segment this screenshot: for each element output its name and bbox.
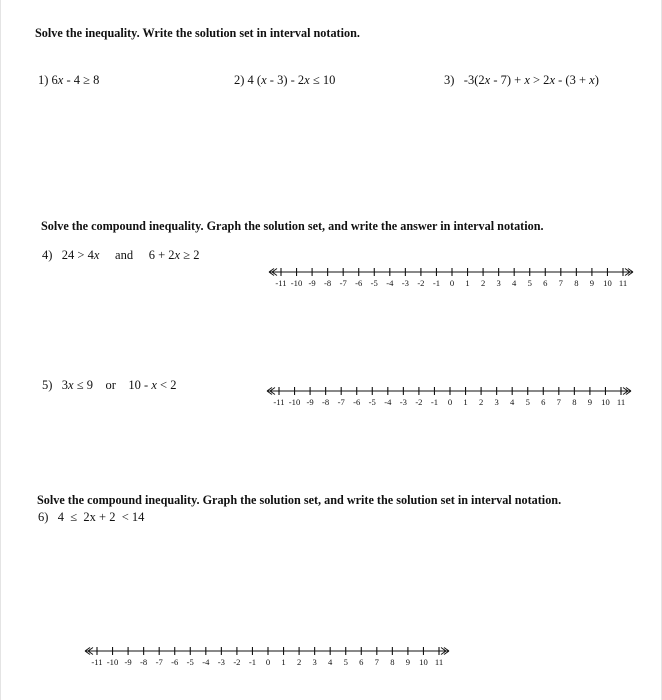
- tick-label: 1: [463, 397, 468, 407]
- tick-label: -10: [106, 657, 119, 667]
- tick-label: -7: [337, 397, 345, 407]
- tick-label: 3: [494, 397, 499, 407]
- section-2-heading: Solve the compound inequality. Graph the solution set, and write the answer in interval notation.: [41, 219, 544, 233]
- tick-label: -5: [186, 657, 194, 667]
- tick-label: -11: [91, 657, 103, 667]
- number-line-4[interactable]: [267, 264, 639, 294]
- section-3-heading: Solve the compound inequality. Graph the solution set, and write the solution set in interval notation.: [37, 493, 562, 507]
- tick-label: -9: [124, 657, 132, 667]
- tick-label: 1: [281, 657, 286, 667]
- expr-part: 6 + 2: [148, 248, 175, 262]
- expr-part: - 4 ≥ 8: [63, 73, 100, 87]
- problem-3: [444, 73, 599, 88]
- number-line-5[interactable]: [265, 383, 637, 413]
- tick-label: 6: [541, 397, 546, 407]
- expr-part: ≤ 10: [309, 73, 336, 87]
- problem-number: 3): [444, 73, 455, 87]
- expr-var: x: [524, 73, 530, 87]
- expr-var: x: [549, 73, 555, 87]
- tick-label: 11: [434, 657, 444, 667]
- tick-label: -5: [370, 278, 378, 288]
- expr-part: ≤ 9: [73, 378, 93, 392]
- problem-2: [234, 73, 335, 88]
- tick-label: 0: [449, 278, 455, 288]
- tick-label: -8: [140, 657, 148, 667]
- tick-label: -5: [368, 397, 376, 407]
- tick-label: 11: [616, 397, 626, 407]
- expr-part: 10 -: [128, 378, 152, 392]
- tick-label: 5: [527, 278, 532, 288]
- tick-label: 4: [512, 278, 517, 288]
- tick-label: 5: [525, 397, 530, 407]
- tick-label: -7: [155, 657, 163, 667]
- tick-label: 0: [447, 397, 453, 407]
- tick-label: 9: [405, 657, 411, 667]
- problem-4: [42, 248, 199, 263]
- number-line-6[interactable]: [83, 643, 455, 673]
- expr-var: x: [93, 248, 100, 262]
- expr-part: - 7) +: [490, 73, 525, 87]
- expr-var: x: [174, 248, 181, 262]
- tick-label: 8: [390, 657, 395, 667]
- tick-label: -3: [401, 278, 409, 288]
- tick-label: -4: [384, 397, 392, 407]
- expr-part: 6: [51, 73, 58, 87]
- expr-var: x: [261, 73, 267, 87]
- tick-label: -10: [288, 397, 301, 407]
- tick-label: -4: [202, 657, 210, 667]
- tick-label: -6: [171, 657, 179, 667]
- tick-label: -11: [273, 397, 285, 407]
- section-1-heading: Solve the inequality. Write the solution set in interval notation.: [35, 26, 360, 40]
- tick-label: 9: [589, 278, 595, 288]
- tick-label: 8: [574, 278, 579, 288]
- expr-var: x: [589, 73, 595, 87]
- conjunction: or: [105, 378, 116, 392]
- expr-part: -3(2: [463, 73, 485, 87]
- tick-label: -8: [324, 278, 332, 288]
- number-line-svg: [267, 264, 639, 294]
- tick-label: -10: [290, 278, 303, 288]
- expr-part: > 2: [529, 73, 550, 87]
- tick-label: 2: [296, 657, 302, 667]
- tick-label: 3: [312, 657, 317, 667]
- tick-label: 7: [558, 278, 563, 288]
- problem-number: 2): [234, 73, 245, 87]
- problem-1: [38, 73, 99, 88]
- tick-label: -1: [248, 657, 257, 667]
- tick-label: 9: [587, 397, 593, 407]
- expr-part: 24 > 4: [61, 248, 94, 262]
- tick-label: 0: [265, 657, 271, 667]
- tick-label: 6: [543, 278, 548, 288]
- expr-part: - (3 +: [555, 73, 590, 87]
- tick-label: -3: [217, 657, 225, 667]
- problem-6: [38, 510, 144, 525]
- number-line-svg: [83, 643, 455, 673]
- expr-part: ≥ 2: [180, 248, 200, 262]
- tick-label: -4: [386, 278, 394, 288]
- tick-label: 5: [343, 657, 348, 667]
- tick-label: -2: [233, 657, 241, 667]
- tick-label: 10: [603, 278, 612, 288]
- problem-number: 6): [38, 510, 49, 524]
- expr-var: x: [57, 73, 64, 87]
- tick-label: -9: [306, 397, 314, 407]
- tick-label: -6: [353, 397, 361, 407]
- expr-var: x: [304, 73, 310, 87]
- tick-label: -1: [430, 397, 439, 407]
- problem-number: 5): [42, 378, 53, 392]
- tick-label: 1: [465, 278, 470, 288]
- tick-label: -9: [308, 278, 316, 288]
- problem-5: [42, 378, 176, 393]
- problem-number: 4): [42, 248, 53, 262]
- tick-label: 7: [556, 397, 561, 407]
- expr-var: x: [151, 378, 157, 392]
- tick-label: 6: [359, 657, 364, 667]
- tick-label: -11: [275, 278, 287, 288]
- tick-label: -8: [322, 397, 330, 407]
- tick-label: 2: [480, 278, 486, 288]
- tick-label: 7: [374, 657, 379, 667]
- tick-label: 4: [328, 657, 333, 667]
- expr-part: 4 ≤ 2x + 2 < 14: [57, 510, 145, 524]
- expr-var: x: [68, 378, 74, 392]
- problem-number: 1): [38, 73, 49, 87]
- expr-part: ): [594, 73, 599, 87]
- expr-part: < 2: [156, 378, 177, 392]
- tick-label: 10: [419, 657, 428, 667]
- tick-label: -1: [432, 278, 441, 288]
- expr-part: - 3) - 2: [266, 73, 305, 87]
- tick-label: 3: [496, 278, 501, 288]
- tick-label: 2: [478, 397, 484, 407]
- tick-label: 8: [572, 397, 577, 407]
- tick-label: -2: [415, 397, 423, 407]
- expr-part: 3: [61, 378, 69, 392]
- tick-label: -7: [339, 278, 347, 288]
- tick-label: 11: [618, 278, 628, 288]
- tick-label: -6: [355, 278, 363, 288]
- expr-var: x: [484, 73, 491, 87]
- conjunction: and: [115, 248, 134, 262]
- tick-label: 4: [510, 397, 515, 407]
- number-line-svg: [265, 383, 637, 413]
- tick-label: -2: [417, 278, 425, 288]
- tick-label: -3: [399, 397, 407, 407]
- expr-part: 4 (: [247, 73, 262, 87]
- tick-label: 10: [601, 397, 610, 407]
